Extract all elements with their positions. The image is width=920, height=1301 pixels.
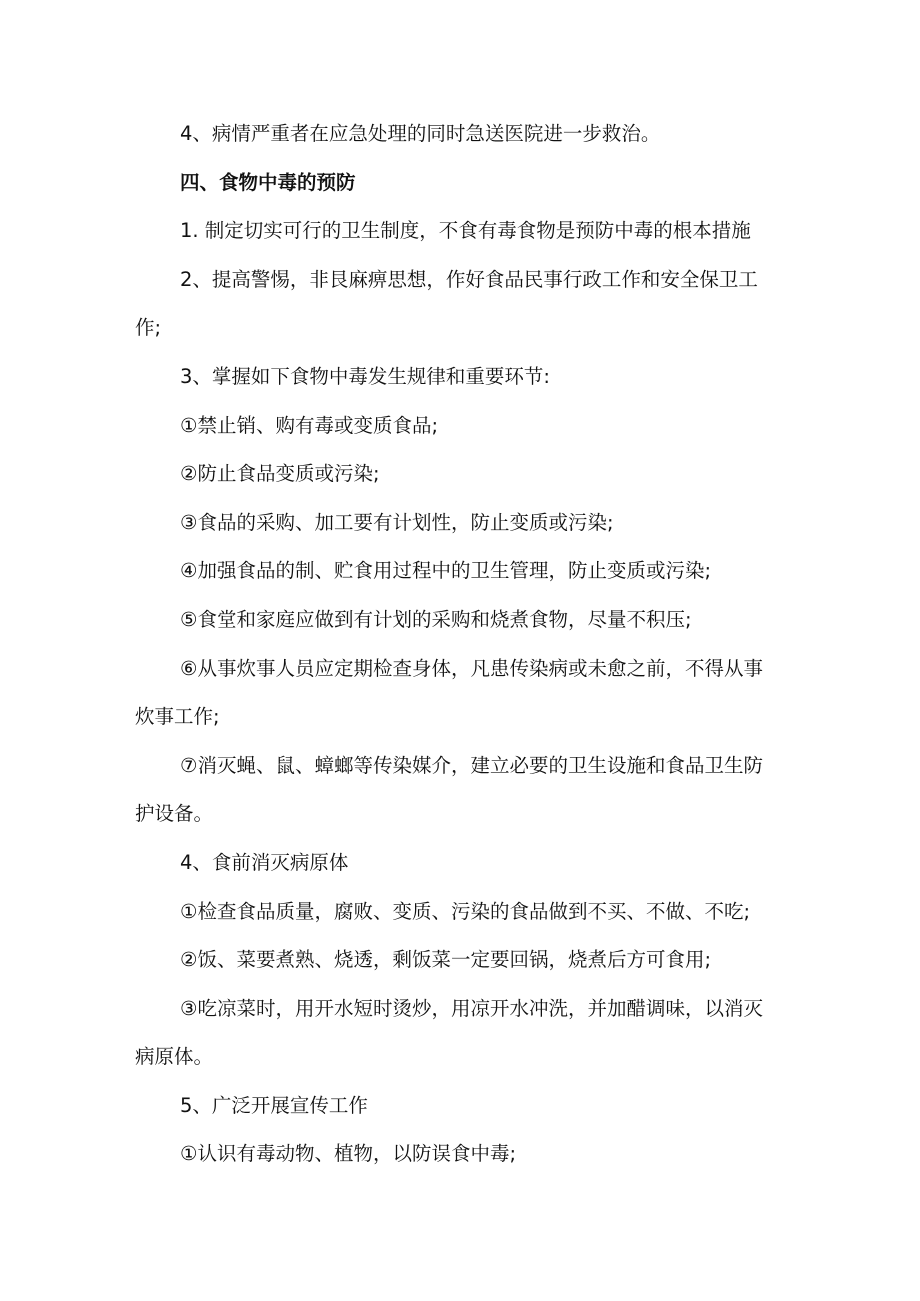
list-item: ③食品的采购、加工要有计划性，防止变质或污染;: [180, 510, 614, 534]
list-item: ⑦消灭蝇、鼠、蟑螂等传染媒介，建立必要的卫生设施和食品卫生防: [180, 753, 763, 777]
paragraph-line: 3、掌握如下食物中毒发生规律和重要环节:: [180, 364, 550, 388]
paragraph-line: 4、食前消灭病原体: [180, 850, 349, 874]
list-item-continuation: 炊事工作;: [135, 705, 220, 729]
paragraph-line: 2、提高警惕，非艮麻痹思想，作好食品民事行政工作和安全保卫工: [180, 267, 758, 291]
paragraph-line-continuation: 作;: [135, 316, 162, 340]
list-item: ②饭、菜要煮熟、烧透，剩饭菜一定要回锅，烧煮后方可食用;: [180, 948, 712, 972]
list-item: ①禁止销、购有毒或变质食品;: [180, 413, 439, 437]
list-item-continuation: 护设备。: [135, 802, 214, 826]
document-body: [135, 110, 790, 1179]
list-item: ③吃凉菜时，用开水短时烫炒，用凉开水冲洗，并加醋调味，以消灭: [180, 996, 763, 1020]
list-item: ②防止食品变质或污染;: [180, 462, 380, 486]
list-item: ⑤食堂和家庭应做到有计划的采购和烧煮食物，尽量不积压;: [180, 607, 692, 631]
paragraph-line: 5、广泛开展宣传工作: [180, 1093, 368, 1117]
list-item: ①检查食品质量，腐败、变质、污染的食品做到不买、不做、不吃;: [180, 899, 751, 923]
list-item: ⑥从事炊事人员应定期检查身体，凡患传染病或未愈之前，不得从事: [180, 656, 763, 680]
list-item-continuation: 病原体。: [135, 1045, 214, 1069]
paragraph-line: 1. 制定切实可行的卫生制度，不食有毒食物是预防中毒的根本措施: [180, 219, 751, 243]
list-item: ④加强食品的制、贮食用过程中的卫生管理，防止变质或污染;: [180, 559, 712, 583]
paragraph-line: 4、病情严重者在应急处理的同时急送医院进一步救治。: [180, 122, 661, 145]
section-heading: 四、食物中毒的预防: [180, 170, 356, 194]
list-item: ①认识有毒动物、植物，以防误食中毒;: [180, 1142, 517, 1166]
